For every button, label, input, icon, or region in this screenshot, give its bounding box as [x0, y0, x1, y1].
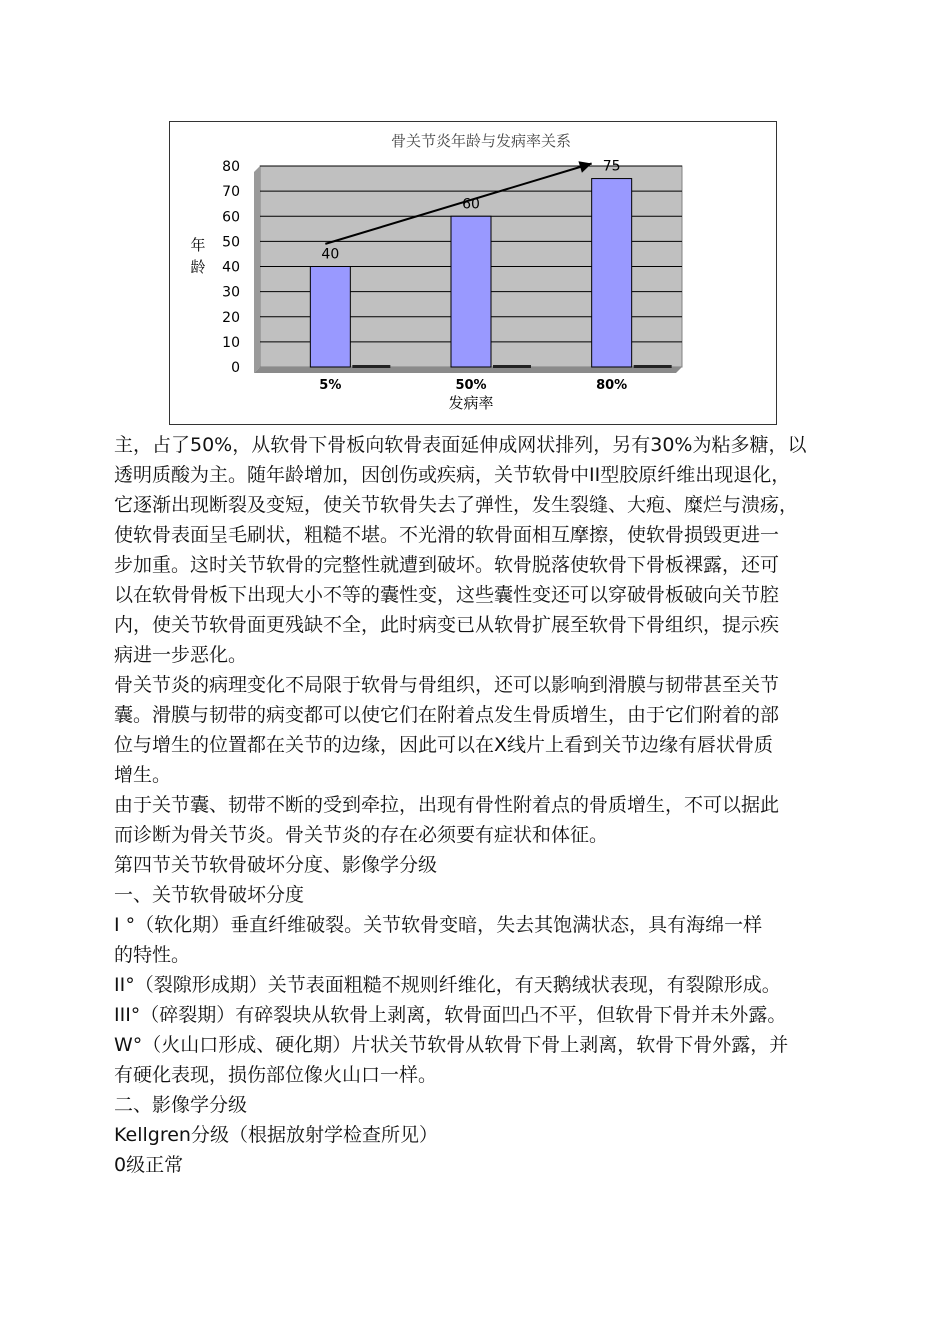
- y-tick-label: 10: [222, 334, 240, 351]
- paragraph-line: 步加重。这时关节软骨的完整性就遭到破坏。软骨脱落使软骨下骨板裸露，还可: [114, 554, 780, 576]
- bar-chart: [170, 122, 776, 424]
- paragraph-line: 内，使关节软骨面更残缺不全，此时病变已从软骨扩展至软骨下骨组织，提示疾: [114, 614, 780, 636]
- chart-title: 骨关节炎年龄与发病率关系: [390, 132, 572, 150]
- bar-shadow: [493, 365, 531, 368]
- x-axis-label: 发病率: [448, 394, 494, 412]
- paragraph-line: 0级正常: [114, 1154, 184, 1176]
- paragraph-line: 的特性。: [114, 944, 191, 966]
- bar: [592, 179, 632, 367]
- bar: [451, 216, 491, 367]
- paragraph-line: 以在软骨骨板下出现大小不等的囊性变，这些囊性变还可以穿破骨板破向关节腔: [114, 584, 780, 606]
- y-axis-label: 年龄: [190, 236, 206, 276]
- y-tick-label: 40: [222, 259, 240, 276]
- data-label: 60: [462, 196, 480, 213]
- data-label: 40: [321, 246, 340, 263]
- x-tick-label: 50%: [455, 378, 487, 393]
- paragraph-line: 主，占了50%，从软骨下骨板向软骨表面延伸成网状排列，另有30%为粘多糖，以: [114, 434, 807, 456]
- paragraph-line: 而诊断为骨关节炎。骨关节炎的存在必须要有症状和体征。: [114, 824, 609, 846]
- y-tick-label: 80: [222, 159, 240, 175]
- y-tick-label: 30: [222, 284, 240, 301]
- chart-figure: [169, 121, 777, 425]
- paragraph-line: 位与增生的位置都在关节的边缘，因此可以在X线片上看到关节边缘有唇状骨质: [114, 734, 774, 756]
- paragraph-line: 透明质酸为主。随年龄增加，因创伤或疾病，关节软骨中II型胶原纤维出现退化，: [114, 464, 791, 486]
- paragraph-line: I °（软化期）垂直纤维破裂。关节软骨变暗，失去其饱满状态，具有海绵一样: [114, 914, 763, 936]
- paragraph-line: 第四节关节软骨破坏分度、影像学分级: [114, 854, 438, 876]
- paragraph-line: III°（碎裂期）有碎裂块从软骨上剥离，软骨面凹凸不平，但软骨下骨并未外露。: [114, 1004, 787, 1026]
- paragraph-line: 一、关节软骨破坏分度: [114, 884, 305, 906]
- paragraph-line: 骨关节炎的病理变化不局限于软骨与骨组织，还可以影响到滑膜与韧带甚至关节: [114, 674, 780, 696]
- paragraph-line: 使软骨表面呈毛刷状，粗糙不堪。不光滑的软骨面相互摩擦，使软骨损毁更进一: [114, 524, 780, 546]
- paragraph-line: 囊。滑膜与韧带的病变都可以使它们在附着点发生骨质增生，由于它们附着的部: [114, 704, 780, 726]
- paragraph-line: II°（裂隙形成期）关节表面粗糙不规则纤维化，有天鹅绒状表现，有裂隙形成。: [114, 974, 781, 996]
- y-tick-label: 70: [222, 184, 240, 201]
- paragraph-line: 有硬化表现，损伤部位像火山口一样。: [114, 1064, 438, 1086]
- paragraph-line: 病进一步恶化。: [114, 644, 248, 666]
- bar-shadow: [634, 365, 672, 368]
- y-tick-label: 0: [231, 360, 240, 376]
- x-tick-label: 80%: [596, 378, 628, 393]
- y-tick-label: 60: [222, 209, 240, 226]
- paragraph-line: 增生。: [114, 764, 172, 786]
- bar: [310, 267, 350, 368]
- y-tick-label: 50: [222, 234, 240, 251]
- paragraph-line: 由于关节囊、韧带不断的受到牵拉，出现有骨性附着点的骨质增生，不可以据此: [114, 794, 780, 816]
- paragraph-line: Kellgren分级（根据放射学检查所见）: [114, 1124, 438, 1146]
- document-body: [114, 430, 854, 1180]
- paragraph-line: 二、影像学分级: [114, 1094, 248, 1116]
- bar-shadow: [352, 365, 390, 368]
- paragraph-line: W°（火山口形成、硬化期）片状关节软骨从软骨下骨上剥离，软骨下骨外露，并: [114, 1034, 789, 1056]
- plot-floor: [254, 367, 682, 373]
- y-tick-label: 20: [222, 309, 240, 326]
- x-tick-label: 5%: [319, 378, 342, 393]
- data-label: 75: [602, 158, 621, 175]
- paragraph-line: 它逐渐出现断裂及变短，使关节软骨失去了弹性，发生裂缝、大疱、糜烂与溃疡，: [114, 494, 799, 516]
- plot-depth-wall: [254, 166, 260, 373]
